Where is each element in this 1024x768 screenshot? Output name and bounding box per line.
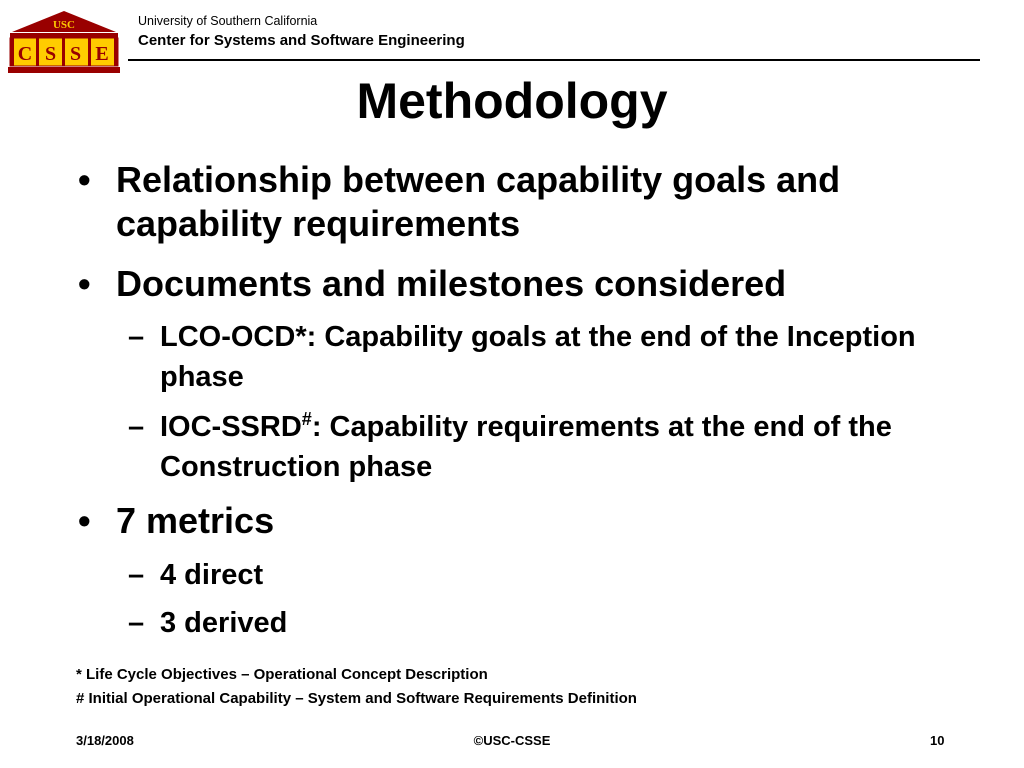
bullet-metrics — [78, 499, 946, 543]
footer-page-number: 10 — [930, 733, 945, 748]
logo-usc-text: USC — [52, 19, 76, 31]
footer-date: 3/18/2008 — [76, 733, 134, 748]
sub-mark: – — [128, 321, 145, 353]
logo-top-band — [10, 33, 118, 38]
subbullet-text: 4 direct — [160, 559, 264, 591]
subbullet-text: 3 derived — [160, 607, 288, 639]
subbullet-direct — [128, 555, 950, 595]
footer-copyright: ©USC-CSSE — [473, 733, 551, 748]
logo-letter-s2: S — [69, 43, 82, 65]
org-university: University of Southern California — [138, 14, 318, 28]
bullet-text: Relationship between capability goals and capability requirements — [116, 159, 841, 244]
sub-mark: – — [128, 607, 145, 639]
subbullet-lco-ocd — [128, 317, 950, 397]
bullet-text: 7 metrics — [116, 500, 275, 541]
footnote-ioc: # Initial Operational Capability – System and Software Requirements Definition — [76, 690, 637, 707]
org-center: Center for Systems and Software Engineering — [138, 32, 465, 49]
header-rule — [128, 59, 980, 61]
bullet-documents — [78, 262, 946, 306]
footnote-lco: * Life Cycle Objectives – Operational Concept Description — [76, 666, 488, 683]
bullet-text: Documents and milestones considered — [116, 263, 787, 304]
bullet-relationship — [78, 158, 946, 246]
subbullet-derived — [128, 603, 950, 643]
slide-title: Methodology — [356, 73, 668, 129]
logo-letter-e: E — [95, 43, 109, 65]
bullet-mark: • — [78, 263, 91, 304]
logo-letter-s1: S — [44, 43, 57, 65]
subbullet-ioc-ssrd — [128, 407, 950, 487]
bullet-mark: • — [78, 159, 91, 200]
logo-letter-c: C — [17, 43, 33, 65]
bullet-mark: • — [78, 500, 91, 541]
usc-csse-logo — [8, 9, 120, 75]
subbullet-text-post: : Capability requirements at the end of the Construction phase — [160, 411, 892, 483]
subbullet-text: LCO-OCD*: Capability goals at the end of the Inception phase — [160, 321, 916, 393]
sub-mark: – — [128, 411, 145, 443]
hash-superscript: # — [301, 409, 312, 429]
subbullet-text-pre: IOC-SSRD — [160, 411, 302, 443]
sub-mark: – — [128, 559, 145, 591]
